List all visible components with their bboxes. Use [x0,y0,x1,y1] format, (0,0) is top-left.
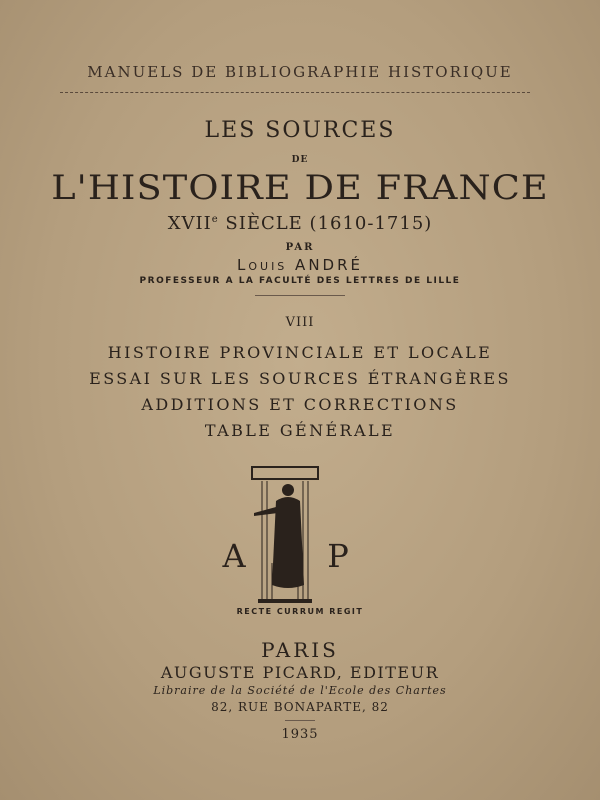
year: 1935 [281,727,319,742]
bottom-rule [285,720,315,721]
volume-number: VIII [285,315,315,330]
city: PARIS [261,638,339,662]
middle-rule [255,295,345,296]
title-line-1: LES SOURCES [204,118,396,143]
top-rule [60,92,530,93]
century-suffix: SIÈCLE (1610-1715) [218,213,433,234]
main-title: L'HISTOIRE DE FRANCE [51,168,549,208]
address: 82, RUE BONAPARTE, 82 [211,700,389,714]
contents-line: ADDITIONS ET CORRECTIONS [141,395,459,414]
series-title: MANUELS DE BIBLIOGRAPHIE HISTORIQUE [87,63,513,81]
mark-left-letter: A [222,537,246,575]
libraire-line: Libraire de la Société de l'Ecole des Chartes [153,684,447,697]
contents-line: TABLE GÉNÉRALE [204,421,396,440]
contents-line: ESSAI SUR LES SOURCES ÉTRANGÈRES [89,369,511,388]
publisher: AUGUSTE PICARD, EDITEUR [160,663,440,682]
author-title: PROFESSEUR A LA FACULTÉ DES LETTRES DE LILLE [139,276,461,286]
contents-line: HISTOIRE PROVINCIALE ET LOCALE [107,343,493,362]
century-line [0,213,600,234]
motto: RECTE CURRUM REGIT [236,607,364,616]
century-sup: e [211,214,219,225]
publisher-mark-icon [210,463,360,608]
title-de: DE [291,155,309,165]
par-label: PAR [285,242,315,253]
mark-right-letter: P [327,537,349,575]
author-name: Louis ANDRÉ [237,256,363,274]
century-prefix: XVII [167,213,212,234]
